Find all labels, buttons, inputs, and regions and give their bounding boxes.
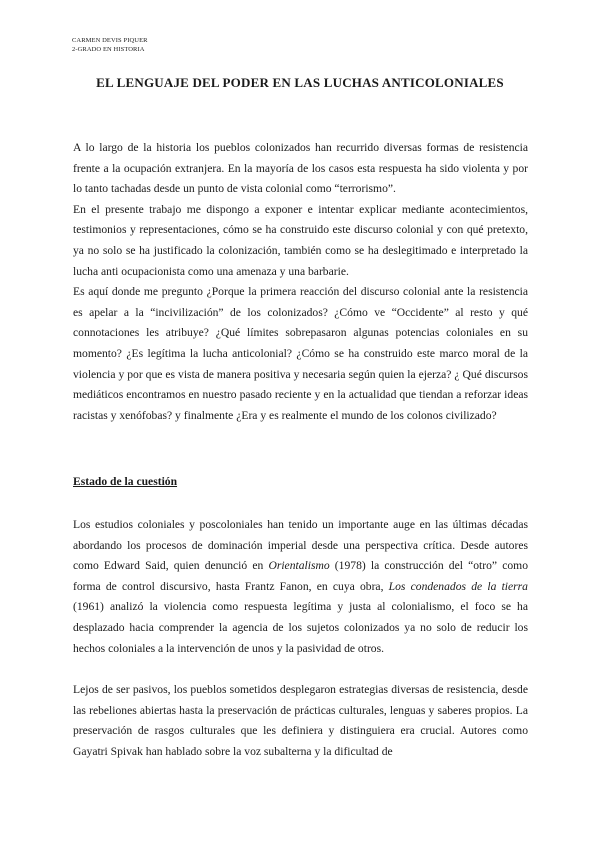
section-p1-text-c: (1961) analizó la violencia como respuesta legítima y justa al colonialismo, el foco se ha desplazado hacia comprender la agencia de los sujetos colonizados ya no solo de reducir los hechos coloniales a la intervención de unos y la pasividad de otros. [73,600,528,655]
section-body-2 [73,680,528,762]
section-paragraph-1 [73,515,528,659]
author-course: 2-GRADO EN HISTORIA [72,46,145,53]
author-header [72,36,148,54]
intro-section [73,138,528,426]
author-name: CARMEN DEVIS PIQUER [72,37,148,44]
intro-paragraph-3: Es aquí donde me pregunto ¿Porque la primera reacción del discurso colonial ante la resistencia es apelar a la “incivilización” de los colonizados? ¿Cómo ve “Occidente” al resto y qué connotaciones les atribuye? ¿Qué límites sobrepasaron algunas potencias coloniales en su momento? ¿Es legítima la lucha anticolonial? ¿Cómo se ha construido este marco moral de la violencia y por que es vista de manera positiva y necesaria según quien la ejerza? ¿ Qué discursos mediáticos encontramos en nuestro pasado reciente y en la actualidad que tiendan a reforzar ideas racistas y xenófobas? y finalmente ¿Era y es realmente el mundo de los colonos civilizado? [73,285,528,422]
section-p1-title-condenados: Los condenados de la tierra [388,579,528,593]
intro-paragraph-1: A lo largo de la historia los pueblos colonizados han recurrido diversas formas de resistencia frente a la ocupación extranjera. En la mayoría de los casos esta respuesta ha sido violenta y por lo tanto tachadas desde un punto de vista colonial como “terrorismo”. [73,141,528,196]
section-heading: Estado de la cuestión [73,475,178,488]
section-p1-text-a: Los estudios coloniales y poscoloniales han tenido un importante auge en las últimas décadas abordando los procesos de dominación imperial desde una perspectiva crítica. Desde autores como Edward Said, quien denunció en [73,518,528,573]
document-title: EL LENGUAJE DEL PODER EN LAS LUCHAS ANTICOLONIALES [96,75,504,90]
section-p1-title-orientalismo: Orientalismo [268,559,330,573]
section-p1-text-b: (1978) la construcción del “otro” como forma de control discursivo, hasta Frantz Fanon, en cuya obra, [73,559,528,593]
section-paragraph-2: Lejos de ser pasivos, los pueblos sometidos desplegaron estrategias diversas de resistencia, desde las rebeliones abiertas hasta la preservación de prácticas culturales, lenguas y saberes propios. La preservación de rasgos culturales que les definiera y distinguiera era crucial. Autores como Gayatri Spivak han hablado sobre la voz subalterna y la dificultad de [73,683,528,758]
section-body [73,515,528,659]
intro-paragraph-2: En el presente trabajo me dispongo a exponer e intentar explicar mediante acontecimientos, testimonios y representaciones, cómo se ha construido este discurso colonial y con qué pretexto, ya no solo se ha justificado la colonización, también como se ha deslegitimado e interpretado la lucha anti ocupacionista como una amenaza y una barbarie. [73,202,528,278]
